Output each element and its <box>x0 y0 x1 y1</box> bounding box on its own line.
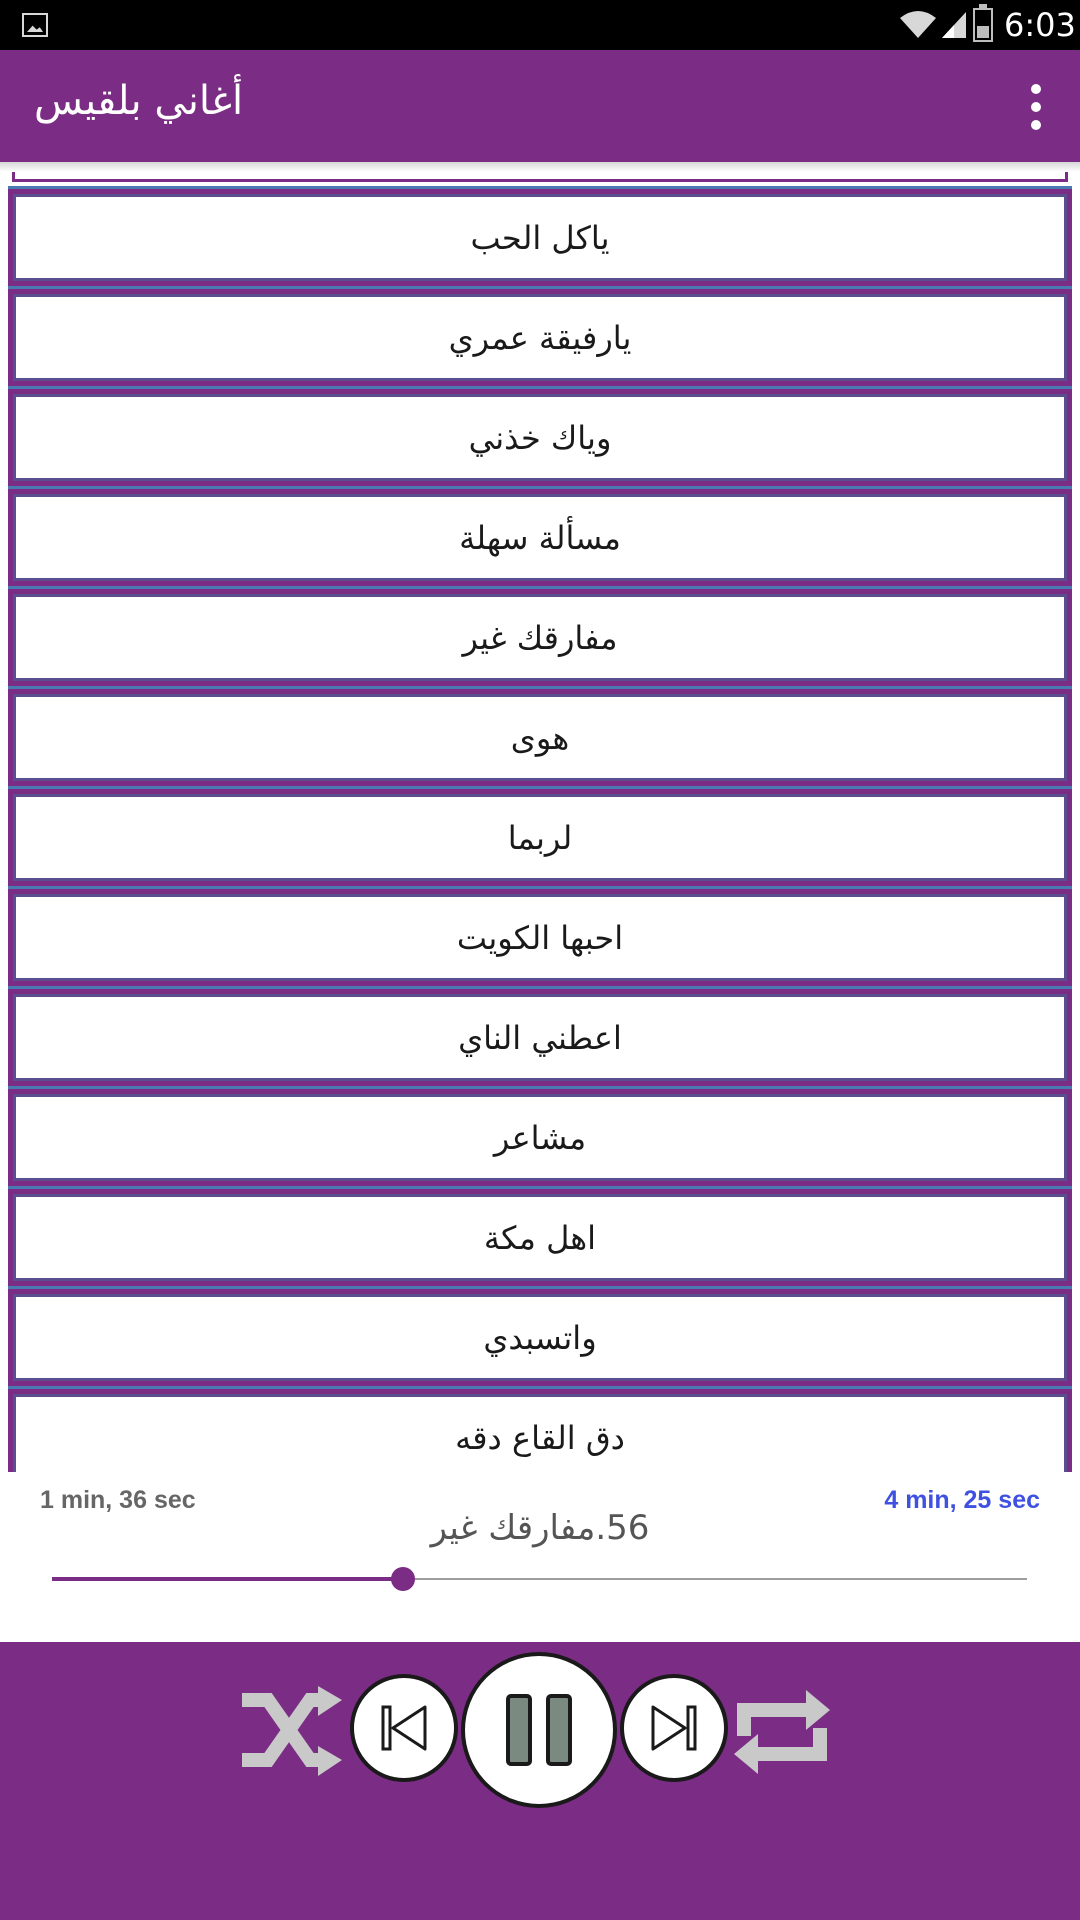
skip-previous-icon <box>377 1701 431 1755</box>
seek-bar[interactable] <box>52 1567 1027 1591</box>
next-button[interactable] <box>620 1674 728 1782</box>
now-playing-title: 56.مفارقك غير <box>430 1508 650 1548</box>
status-time: 6:03 <box>1004 6 1076 44</box>
song-card <box>13 194 1067 281</box>
shuffle-icon <box>238 1686 342 1776</box>
song-list-item[interactable] <box>8 1186 1072 1286</box>
song-list-item[interactable] <box>8 1386 1072 1472</box>
song-list-item[interactable] <box>8 486 1072 586</box>
song-list-item[interactable] <box>8 1086 1072 1186</box>
song-title: يارفيقة عمري <box>448 318 632 357</box>
song-list-item[interactable] <box>8 986 1072 1086</box>
song-title: هوى <box>510 718 570 757</box>
song-card <box>13 894 1067 981</box>
song-list-item[interactable] <box>8 286 1072 386</box>
status-bar <box>0 0 1080 50</box>
song-title: وياك خذني <box>468 418 612 457</box>
image-notification-icon <box>22 13 48 37</box>
song-card <box>13 394 1067 481</box>
wifi-icon <box>898 10 938 40</box>
song-title: دق القاع دقه <box>455 1418 625 1457</box>
song-list-item[interactable] <box>8 1286 1072 1386</box>
app-title: أغاني بلقيس <box>34 78 244 124</box>
battery-icon <box>973 8 993 42</box>
song-title: مسألة سهلة <box>459 518 621 557</box>
song-title: اهل مكة <box>483 1218 597 1257</box>
song-list-item[interactable] <box>8 786 1072 886</box>
list-item-partial <box>12 172 1068 182</box>
overflow-menu-icon[interactable] <box>1022 84 1050 130</box>
previous-button[interactable] <box>350 1674 458 1782</box>
song-title: واتسبدي <box>483 1318 597 1357</box>
song-card <box>13 594 1067 681</box>
song-title: مفارقك غير <box>462 618 618 657</box>
song-title: اعطني الناي <box>458 1018 622 1057</box>
player-info <box>0 1472 1080 1642</box>
pause-button[interactable] <box>461 1652 617 1808</box>
song-card <box>13 494 1067 581</box>
seek-thumb[interactable] <box>391 1567 415 1591</box>
song-card <box>13 1394 1067 1472</box>
song-card <box>13 294 1067 381</box>
song-card <box>13 994 1067 1081</box>
song-title: لربما <box>507 818 573 857</box>
pause-icon <box>504 1692 574 1768</box>
song-title: ياكل الحب <box>470 218 610 257</box>
app-bar-shadow <box>0 162 1080 172</box>
song-list-item[interactable] <box>8 686 1072 786</box>
skip-next-icon <box>647 1701 701 1755</box>
player-controls <box>0 1642 1080 1920</box>
song-card <box>13 1294 1067 1381</box>
song-card <box>13 694 1067 781</box>
song-title: احبها الكويت <box>456 918 624 957</box>
song-card <box>13 1194 1067 1281</box>
song-card <box>13 794 1067 881</box>
song-list[interactable] <box>8 172 1072 1472</box>
app-bar <box>0 50 1080 162</box>
signal-icon <box>940 10 968 40</box>
song-card <box>13 1094 1067 1181</box>
seek-progress <box>52 1577 403 1581</box>
repeat-button[interactable] <box>730 1686 834 1778</box>
shuffle-button[interactable] <box>238 1686 342 1776</box>
song-list-item[interactable] <box>8 386 1072 486</box>
song-list-item[interactable] <box>8 886 1072 986</box>
song-title: مشاعر <box>493 1118 587 1157</box>
elapsed-time: 1 min, 36 sec <box>40 1486 196 1514</box>
repeat-icon <box>730 1686 834 1778</box>
total-time: 4 min, 25 sec <box>884 1486 1040 1514</box>
song-list-item[interactable] <box>8 186 1072 286</box>
song-list-item[interactable] <box>8 586 1072 686</box>
